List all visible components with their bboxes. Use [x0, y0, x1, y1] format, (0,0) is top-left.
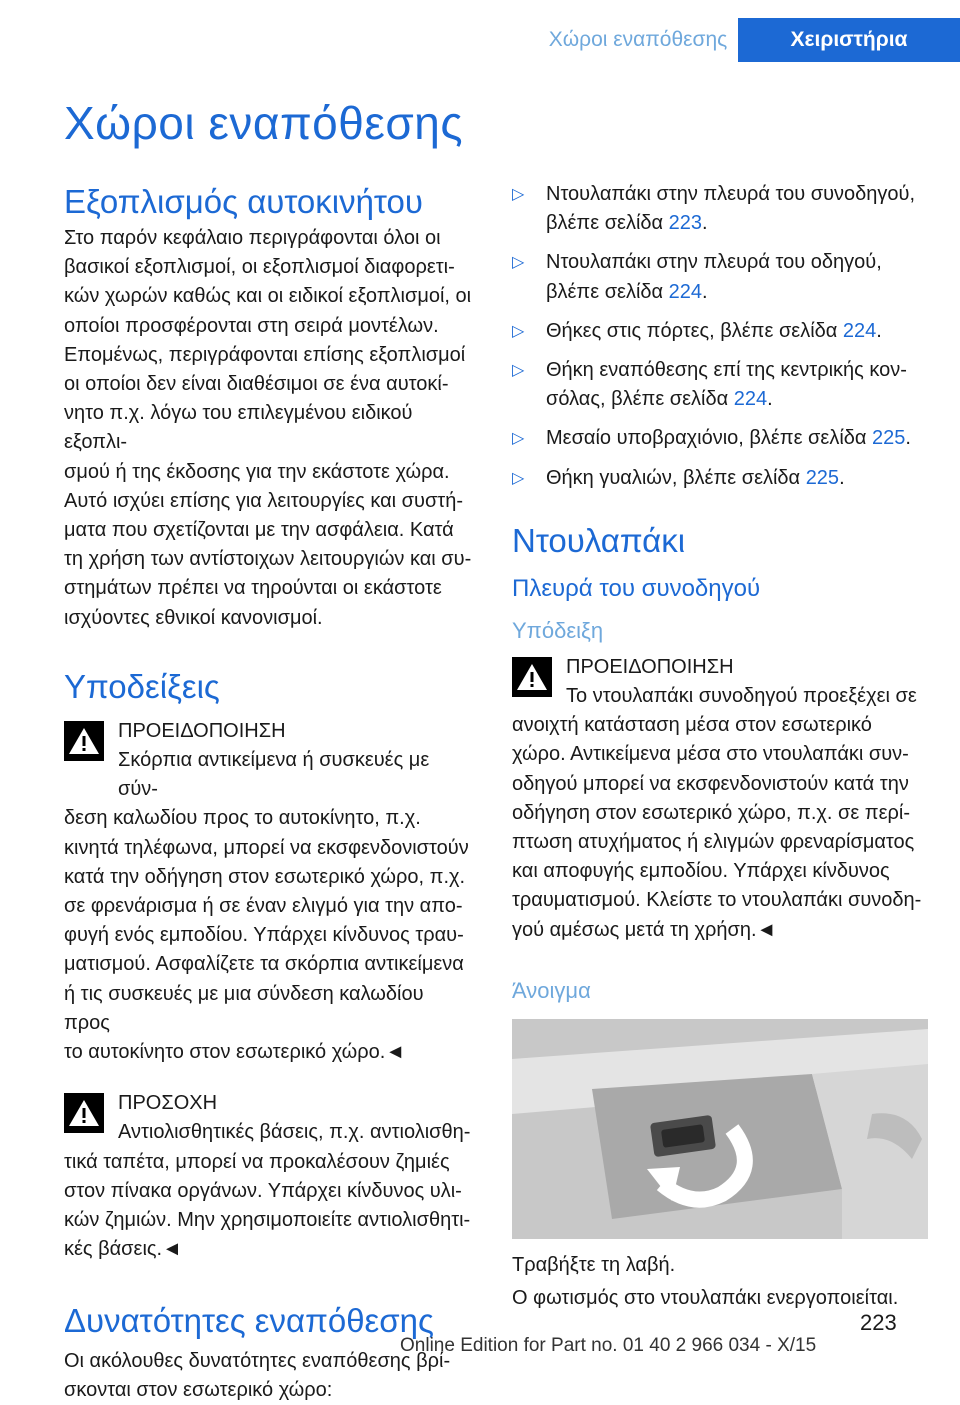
- text-line: ή τις συσκευές με μια σύνδεση καλωδίου προς: [64, 982, 424, 1034]
- text-line: στον πίνακα οργάνων. Υπάρχει κίνδυνος υλι‐: [64, 1179, 462, 1202]
- text-line: σμού ή της έκδοσης για την εκάστοτε χώρα.: [64, 460, 450, 483]
- list-text: .: [767, 388, 773, 411]
- caution-triangle-icon: [64, 1093, 104, 1133]
- list-text: .: [702, 280, 708, 303]
- text-line: ματισμού. Ασφαλίζετε τα σκόρπια αντικείμενα: [64, 953, 464, 976]
- text-line: το αυτοκίνητο στον εσωτερικό χώρο.◄: [64, 1041, 406, 1064]
- page-link[interactable]: 224: [733, 388, 768, 411]
- text-line: κών χωρών καθώς και οι ειδικοί εξοπλισμοί, οι: [64, 285, 472, 308]
- page-title: Χώροι εναπόθεσης: [64, 97, 463, 149]
- list-text: .: [905, 427, 911, 450]
- list-line: Ντουλαπάκι στην πλευρά του οδηγού,: [546, 251, 882, 274]
- warning-first-line: Το ντουλαπάκι συνοδηγού προεξέχει σε: [566, 685, 917, 708]
- list-item: [512, 464, 928, 493]
- list-text: βλέπε σελίδα: [546, 212, 669, 235]
- list-text: .: [876, 319, 882, 342]
- text-line: κών ζημιών. Μην χρησιμοποιείτε αντιολισθητι‐: [64, 1209, 471, 1232]
- text-line: δεση καλωδίου προς το αυτοκίνητο, π.χ.: [64, 807, 421, 830]
- triangle-bullet-icon: ▷: [512, 430, 525, 448]
- header-tab[interactable]: Χειριστήρια: [738, 18, 960, 62]
- text-line: βασικοί εξοπλισμοί, οι εξοπλισμοί διαφορετι‐: [64, 256, 455, 279]
- page-link[interactable]: 224: [668, 280, 703, 303]
- text-line: οδήγηση στον εσωτερικό χώρο, π.χ. σε περί‐: [512, 801, 910, 824]
- text-line: σκονται στον εσωτερικό χώρο:: [64, 1378, 333, 1401]
- opening-heading: Άνοιγμα: [512, 977, 591, 1003]
- list-text: .: [702, 212, 708, 235]
- equipment-text: [64, 224, 474, 633]
- glovebox-subheading: Πλευρά του συνοδηγού: [512, 574, 761, 602]
- text-line: τραυματισμού. Κλείστε το ντουλαπάκι συνοδη‐: [512, 889, 922, 912]
- triangle-bullet-icon: ▷: [512, 322, 525, 340]
- list-text: .: [839, 466, 845, 489]
- caution-label: ΠΡΟΣΟΧΗ: [118, 1092, 218, 1115]
- text-line: πτωση ατυχήματος ή ελιγμών φρεναρίσματος: [512, 831, 915, 854]
- caution-first-line: Αντιολισθητικές βάσεις, π.χ. αντιολισθη‐: [118, 1121, 471, 1144]
- warning-triangle-icon: [512, 657, 552, 697]
- warning-block: [64, 717, 474, 1067]
- edition-footer: Online Edition for Part no. 01 40 2 966 034 - X/15: [400, 1335, 817, 1356]
- text-line: ανοιχτή κατάσταση μέσα στον εσωτερικό: [512, 714, 872, 737]
- text-line: φυγή ενός εμποδίου. Υπάρχει κίνδυνος τραυ‐: [64, 924, 464, 947]
- page-link[interactable]: 223: [668, 212, 703, 235]
- list-text: σόλας, βλέπε σελίδα: [546, 388, 734, 411]
- list-text: Μεσαίο υποβραχιόνιο, βλέπε σελίδα: [546, 427, 873, 450]
- text-line: Στο παρόν κεφάλαιο περιγράφονται όλοι οι: [64, 227, 441, 249]
- text-line: ματα που σχετίζονται με την ασφάλεια. Κατά: [64, 519, 454, 542]
- glovebox-warning-block: [512, 653, 928, 945]
- text-line: κινητά τηλέφωνα, μπορεί να εκσφενδονιστούν: [64, 836, 469, 859]
- triangle-bullet-icon: ▷: [512, 186, 525, 203]
- text-line: σε φρενάρισμα ή σε έναν ελιγμό για την απο‐: [64, 895, 463, 918]
- text-line: γού αμέσως μετά τη χρήση.◄: [512, 918, 777, 941]
- warning-first-line: Σκόρπια αντικείμενα ή συσκευές με σύν‐: [118, 749, 430, 801]
- page-link[interactable]: 224: [842, 319, 877, 342]
- warning-triangle-icon: [64, 721, 104, 761]
- list-item: [512, 180, 928, 238]
- caution-block: [64, 1089, 474, 1264]
- storage-heading: Δυνατότητες εναπόθεσης: [64, 1301, 434, 1339]
- page-link[interactable]: 225: [872, 427, 906, 450]
- triangle-bullet-icon: ▷: [512, 469, 525, 487]
- storage-list: [512, 180, 928, 493]
- list-item: [512, 317, 928, 346]
- warning-label: ΠΡΟΕΙΔΟΠΟΙΗΣΗ: [118, 719, 286, 742]
- left-column: [64, 180, 474, 1405]
- list-text: Θήκες στις πόρτες, βλέπε σελίδα: [546, 319, 843, 342]
- glovebox-note-heading: Υπόδειξη: [512, 617, 604, 643]
- glovebox-handle-photo: [512, 1019, 928, 1239]
- text-line: στημάτων πρέπει να τηρούνται οι εκάστοτε: [64, 577, 442, 600]
- page-link[interactable]: 225: [805, 466, 840, 489]
- text-line: και αποφυγής εμποδίου. Υπάρχει κίνδυνος: [512, 860, 890, 883]
- triangle-bullet-icon: ▷: [512, 362, 525, 380]
- notes-heading: Υποδείξεις: [64, 667, 220, 705]
- instruction-line: Τραβήξτε τη λαβή.: [512, 1253, 676, 1276]
- instruction-line: Ο φωτισμός στο ντουλαπάκι ενεργοποιείται.: [512, 1287, 899, 1310]
- page-number: 223: [860, 1310, 897, 1335]
- header-bar: [0, 0, 960, 62]
- text-line: Αυτό ισχύει επίσης για λειτουργίες και συστή‐: [64, 489, 463, 512]
- list-item: [512, 356, 928, 414]
- text-line: κατά την οδήγηση στον εσωτερικό χώρο, π.χ.: [64, 865, 466, 888]
- equipment-heading: Εξοπλισμός αυτοκινήτου: [64, 183, 423, 220]
- text-line: ισχύοντες εθνικοί κανονισμοί.: [64, 606, 323, 629]
- text-line: τικά ταπέτα, μπορεί να προκαλέσουν ζημιές: [64, 1150, 450, 1173]
- header-section-title: Χώροι εναπόθεσης: [548, 28, 728, 51]
- text-line: Οι ακόλουθες δυνατότητες εναπόθεσης βρί‐: [64, 1349, 451, 1372]
- text-line: οδηγού μπορεί να εκσφενδονιστούν κατά την: [512, 772, 909, 795]
- text-line: τη χρήση των αντίστοιχων λειτουργιών και συ‐: [64, 548, 472, 571]
- triangle-bullet-icon: ▷: [512, 254, 525, 272]
- right-column: [512, 180, 928, 1313]
- glovebox-heading: Ντουλαπάκι: [512, 521, 686, 559]
- warning-label: ΠΡΟΕΙΔΟΠΟΙΗΣΗ: [566, 655, 734, 678]
- text-line: χώρο. Αντικείμενα μέσα στο ντουλαπάκι συν‐: [512, 743, 909, 766]
- list-item: [512, 424, 928, 453]
- list-item: [512, 248, 928, 306]
- text-line: κές βάσεις.◄: [64, 1238, 182, 1261]
- text-line: νητο π.χ. λόγω του επιλεγμένου ειδικού εξοπλι‐: [64, 402, 413, 454]
- list-text: Θήκη γυαλιών, βλέπε σελίδα: [546, 466, 806, 489]
- text-line: οποίοι προσφέρονται στη σειρά μοντέλων.: [64, 314, 439, 337]
- list-line: Ντουλαπάκι στην πλευρά του συνοδηγού,: [546, 183, 916, 205]
- list-text: βλέπε σελίδα: [546, 280, 669, 303]
- text-line: οι οποίοι δεν είναι διαθέσιμοι σε ένα αυτοκί‐: [64, 373, 449, 396]
- list-line: Θήκη εναπόθεσης επί της κεντρικής κον‐: [546, 359, 907, 382]
- text-line: Επομένως, περιγράφονται επίσης εξοπλισμοί: [64, 343, 466, 366]
